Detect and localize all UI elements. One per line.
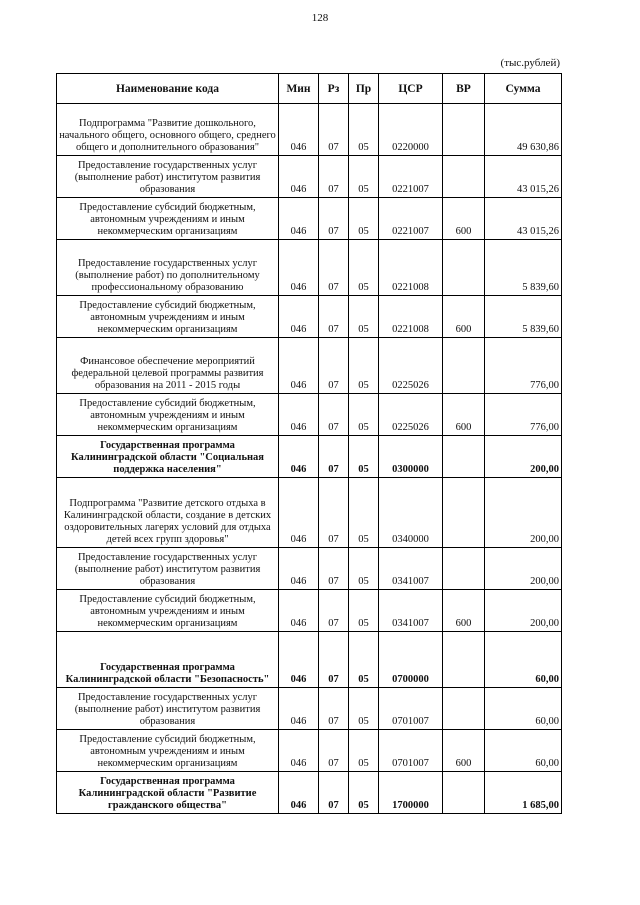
cell-rz: 07 bbox=[319, 240, 349, 296]
cell-rz: 07 bbox=[319, 394, 349, 436]
cell-pr: 05 bbox=[349, 394, 379, 436]
cell-csr: 0341007 bbox=[379, 590, 443, 632]
cell-min: 046 bbox=[279, 772, 319, 814]
cell-name: Государственная программа Калининградской области "Развитие гражданского общества" bbox=[57, 772, 279, 814]
cell-min: 046 bbox=[279, 296, 319, 338]
header-name: Наименование кода bbox=[57, 74, 279, 104]
table-row bbox=[57, 104, 562, 156]
cell-rz: 07 bbox=[319, 548, 349, 590]
cell-pr: 05 bbox=[349, 240, 379, 296]
table-row bbox=[57, 688, 562, 730]
cell-vr bbox=[443, 688, 485, 730]
header-min: Мин bbox=[279, 74, 319, 104]
cell-pr: 05 bbox=[349, 730, 379, 772]
cell-vr bbox=[443, 104, 485, 156]
cell-vr bbox=[443, 338, 485, 394]
cell-pr: 05 bbox=[349, 296, 379, 338]
cell-csr: 0700000 bbox=[379, 632, 443, 688]
cell-vr: 600 bbox=[443, 198, 485, 240]
cell-csr: 0221008 bbox=[379, 240, 443, 296]
cell-pr: 05 bbox=[349, 338, 379, 394]
cell-name: Подпрограмма "Развитие детского отдыха в Калининградской области, создание в детских оздоровительных лагерях условий для отдыха детей всех групп здоровья" bbox=[57, 478, 279, 548]
cell-csr: 1700000 bbox=[379, 772, 443, 814]
cell-rz: 07 bbox=[319, 198, 349, 240]
cell-vr bbox=[443, 478, 485, 548]
cell-rz: 07 bbox=[319, 632, 349, 688]
cell-sum: 60,00 bbox=[485, 730, 562, 772]
cell-name: Предоставление государственных услуг (выполнение работ) институтом развития образования bbox=[57, 156, 279, 198]
cell-name: Предоставление государственных услуг (выполнение работ) по дополнительному профессиональному образованию bbox=[57, 240, 279, 296]
cell-sum: 49 630,86 bbox=[485, 104, 562, 156]
cell-pr: 05 bbox=[349, 198, 379, 240]
cell-sum: 200,00 bbox=[485, 590, 562, 632]
table-row bbox=[57, 394, 562, 436]
cell-pr: 05 bbox=[349, 104, 379, 156]
cell-name: Предоставление субсидий бюджетным, автономным учреждениям и иным некоммерческим организациям bbox=[57, 198, 279, 240]
cell-min: 046 bbox=[279, 338, 319, 394]
header-pr: Пр bbox=[349, 74, 379, 104]
cell-csr: 0701007 bbox=[379, 730, 443, 772]
cell-vr bbox=[443, 156, 485, 198]
cell-name: Подпрограмма "Развитие дошкольного, начального общего, основного общего, среднего общего и дополнительного образования" bbox=[57, 104, 279, 156]
cell-name: Финансовое обеспечение мероприятий федеральной целевой программы развития образования на 2011 - 2015 годы bbox=[57, 338, 279, 394]
cell-rz: 07 bbox=[319, 338, 349, 394]
cell-min: 046 bbox=[279, 590, 319, 632]
cell-rz: 07 bbox=[319, 156, 349, 198]
cell-vr bbox=[443, 436, 485, 478]
table-row bbox=[57, 156, 562, 198]
cell-sum: 776,00 bbox=[485, 338, 562, 394]
cell-vr bbox=[443, 548, 485, 590]
cell-name: Предоставление государственных услуг (выполнение работ) институтом развития образования bbox=[57, 688, 279, 730]
cell-name: Предоставление субсидий бюджетным, автономным учреждениям и иным некоммерческим организациям bbox=[57, 730, 279, 772]
cell-rz: 07 bbox=[319, 590, 349, 632]
cell-sum: 776,00 bbox=[485, 394, 562, 436]
cell-rz: 07 bbox=[319, 436, 349, 478]
cell-min: 046 bbox=[279, 730, 319, 772]
cell-pr: 05 bbox=[349, 436, 379, 478]
cell-rz: 07 bbox=[319, 104, 349, 156]
table-body bbox=[57, 104, 562, 814]
page-number: 128 bbox=[311, 12, 329, 24]
cell-name: Государственная программа Калининградской области "Социальная поддержка населения" bbox=[57, 436, 279, 478]
cell-sum: 43 015,26 bbox=[485, 156, 562, 198]
cell-sum: 1 685,00 bbox=[485, 772, 562, 814]
cell-min: 046 bbox=[279, 632, 319, 688]
cell-name: Предоставление государственных услуг (выполнение работ) институтом развития образования bbox=[57, 548, 279, 590]
header-sum: Сумма bbox=[485, 74, 562, 104]
cell-pr: 05 bbox=[349, 590, 379, 632]
cell-pr: 05 bbox=[349, 548, 379, 590]
cell-vr: 600 bbox=[443, 296, 485, 338]
cell-vr bbox=[443, 772, 485, 814]
cell-pr: 05 bbox=[349, 156, 379, 198]
cell-rz: 07 bbox=[319, 296, 349, 338]
cell-rz: 07 bbox=[319, 478, 349, 548]
table-row bbox=[57, 296, 562, 338]
cell-vr: 600 bbox=[443, 590, 485, 632]
cell-csr: 0225026 bbox=[379, 338, 443, 394]
cell-rz: 07 bbox=[319, 688, 349, 730]
cell-rz: 07 bbox=[319, 730, 349, 772]
table-row bbox=[57, 548, 562, 590]
header-vr: ВР bbox=[443, 74, 485, 104]
cell-csr: 0300000 bbox=[379, 436, 443, 478]
header-csr: ЦСР bbox=[379, 74, 443, 104]
cell-min: 046 bbox=[279, 156, 319, 198]
table-row bbox=[57, 632, 562, 688]
cell-csr: 0341007 bbox=[379, 548, 443, 590]
cell-rz: 07 bbox=[319, 772, 349, 814]
cell-min: 046 bbox=[279, 198, 319, 240]
cell-pr: 05 bbox=[349, 632, 379, 688]
header-rz: Рз bbox=[319, 74, 349, 104]
cell-name: Государственная программа Калининградской области "Безопасность" bbox=[57, 632, 279, 688]
cell-vr: 600 bbox=[443, 394, 485, 436]
cell-sum: 200,00 bbox=[485, 548, 562, 590]
cell-sum: 60,00 bbox=[485, 632, 562, 688]
cell-name: Предоставление субсидий бюджетным, автономным учреждениям и иным некоммерческим организациям bbox=[57, 296, 279, 338]
table-row bbox=[57, 338, 562, 394]
cell-min: 046 bbox=[279, 478, 319, 548]
cell-vr bbox=[443, 632, 485, 688]
cell-name: Предоставление субсидий бюджетным, автономным учреждениям и иным некоммерческим организациям bbox=[57, 394, 279, 436]
cell-min: 046 bbox=[279, 240, 319, 296]
cell-sum: 43 015,26 bbox=[485, 198, 562, 240]
cell-sum: 200,00 bbox=[485, 436, 562, 478]
cell-sum: 200,00 bbox=[485, 478, 562, 548]
cell-csr: 0221008 bbox=[379, 296, 443, 338]
cell-vr bbox=[443, 240, 485, 296]
cell-pr: 05 bbox=[349, 478, 379, 548]
cell-pr: 05 bbox=[349, 772, 379, 814]
cell-csr: 0221007 bbox=[379, 156, 443, 198]
cell-csr: 0225026 bbox=[379, 394, 443, 436]
cell-min: 046 bbox=[279, 104, 319, 156]
unit-note: (тыс.рублей) bbox=[500, 57, 560, 69]
table-row bbox=[57, 590, 562, 632]
cell-csr: 0220000 bbox=[379, 104, 443, 156]
cell-csr: 0340000 bbox=[379, 478, 443, 548]
cell-min: 046 bbox=[279, 394, 319, 436]
cell-csr: 0221007 bbox=[379, 198, 443, 240]
table-header-row bbox=[57, 74, 562, 104]
table-row bbox=[57, 198, 562, 240]
budget-table bbox=[56, 73, 562, 814]
cell-min: 046 bbox=[279, 688, 319, 730]
table-row bbox=[57, 240, 562, 296]
cell-pr: 05 bbox=[349, 688, 379, 730]
cell-name: Предоставление субсидий бюджетным, автономным учреждениям и иным некоммерческим организациям bbox=[57, 590, 279, 632]
cell-csr: 0701007 bbox=[379, 688, 443, 730]
cell-vr: 600 bbox=[443, 730, 485, 772]
cell-min: 046 bbox=[279, 548, 319, 590]
table-row bbox=[57, 730, 562, 772]
table-row bbox=[57, 436, 562, 478]
cell-sum: 60,00 bbox=[485, 688, 562, 730]
cell-sum: 5 839,60 bbox=[485, 296, 562, 338]
cell-sum: 5 839,60 bbox=[485, 240, 562, 296]
table-row bbox=[57, 772, 562, 814]
cell-min: 046 bbox=[279, 436, 319, 478]
table-row bbox=[57, 478, 562, 548]
